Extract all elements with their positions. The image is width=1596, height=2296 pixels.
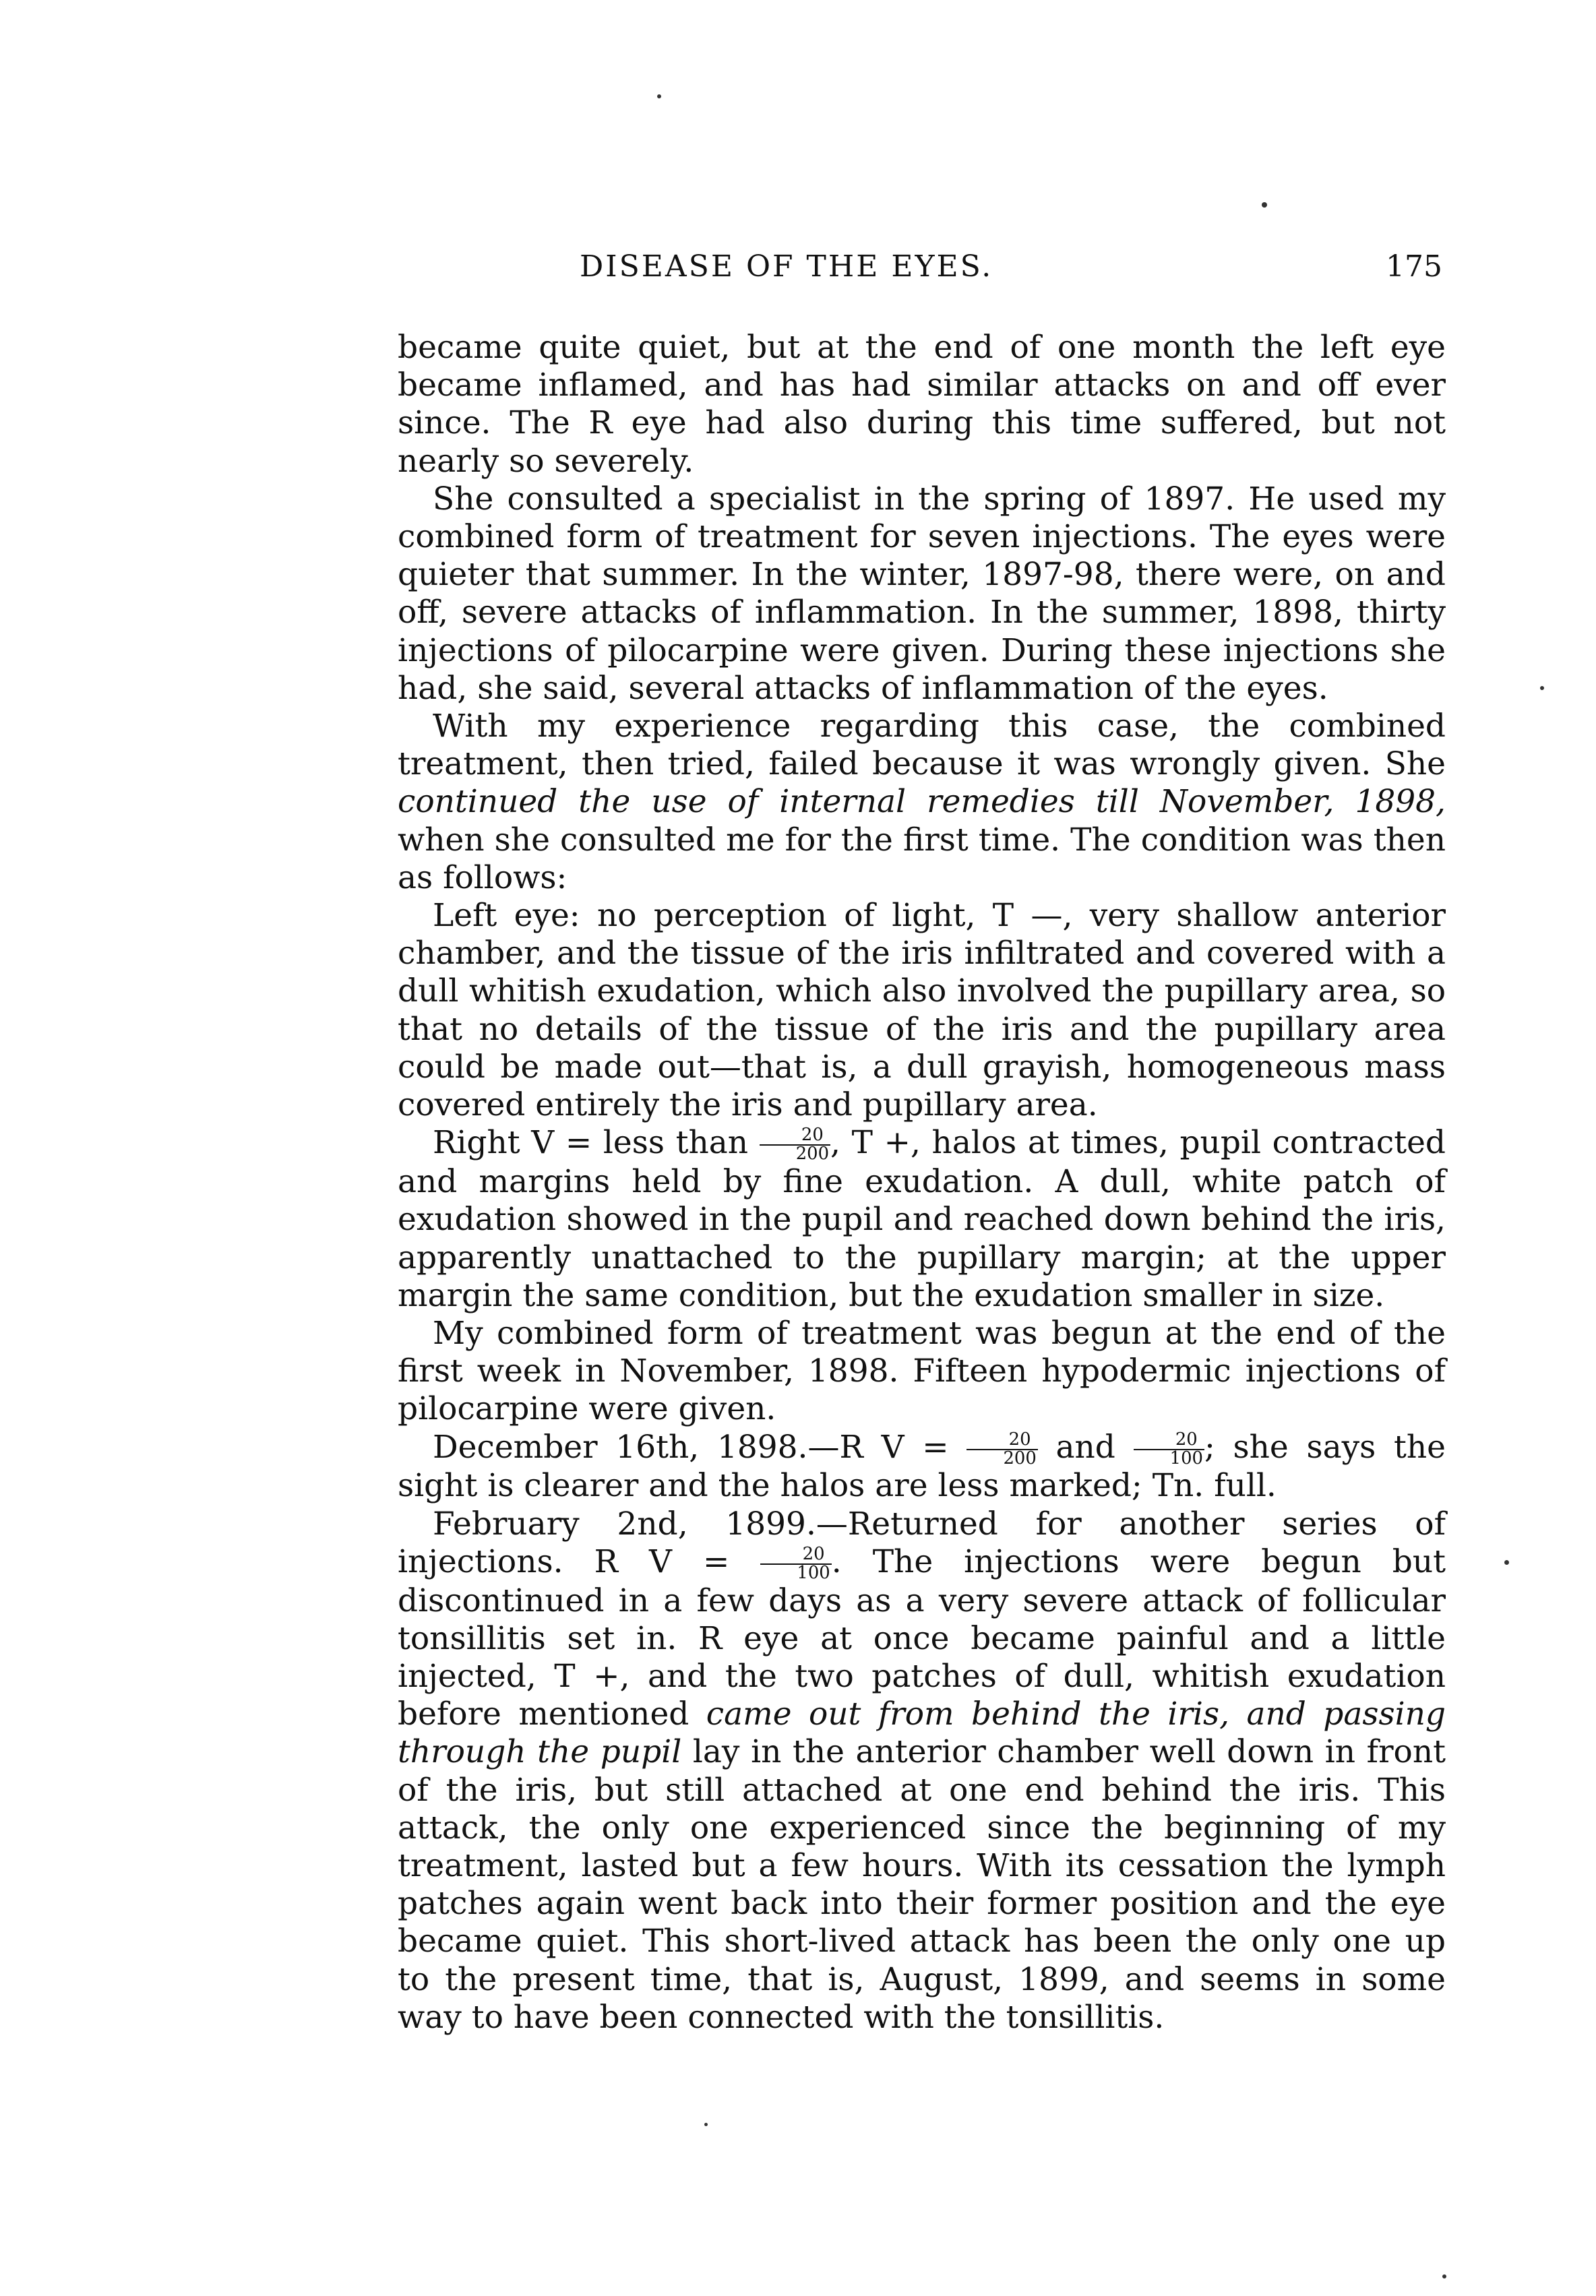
fraction: $\frac{20}{100}$ <box>760 1546 831 1582</box>
paragraph: December 16th, 1898.—R V = $\frac{20}{200}$ and $\frac{20}{100}$ ; she says the sight is clearer and the halos are less marked; Tn. full. <box>398 1428 1446 1505</box>
page-number: 175 <box>1386 249 1442 284</box>
body-text <box>398 329 1446 2037</box>
print-speck <box>1262 202 1267 208</box>
fraction: $\frac{20}{100}$ <box>1134 1431 1204 1468</box>
print-speck <box>657 94 661 98</box>
paragraph: became quite quiet, but at the end of one month the left eye became inflamed, and has had similar attacks on and off ever since. The R eye had also during this time suffered, but not nearly so severely. <box>398 329 1446 480</box>
paragraph: With my experience regarding this case, the combined treatment, then tried, failed because it was wrongly given. She continued the use of internal remedies till November, 1898, when she consulted me for the first time. The condition was then as follows: <box>398 708 1446 896</box>
print-speck <box>704 2123 708 2126</box>
print-speck <box>1504 1560 1509 1565</box>
italic-text: came out from behind the iris, and passing through the pupil <box>398 1696 1446 1771</box>
paragraph: Right V = less than $\frac{20}{200}$ , T +, halos at times, pupil contracted and margins held by fine exudation. A dull, white patch of exudation showed in the pupil and reached down behind the iris, apparently unattached to the pupillary margin; at the upper margin the same condition, but the exudation smaller in size. <box>398 1124 1446 1314</box>
fraction: $\frac{20}{200}$ <box>760 1127 830 1163</box>
running-title: DISEASE OF THE EYES. <box>580 249 993 284</box>
italic-text: continued the use of internal remedies till November, 1898, <box>398 783 1446 821</box>
paragraph: She consulted a specialist in the spring of 1897. He used my combined form of treatment for seven injections. The eyes were quieter that summer. In the winter, 1897-98, there were, on and off, severe attacks of inflammation. In the summer, 1898, thirty injections of pilocarpine were given. During these injections she had, she said, several attacks of inflammation of the eyes. <box>398 480 1446 707</box>
page-header <box>398 249 1449 297</box>
print-speck <box>1540 686 1544 690</box>
print-speck <box>1442 2274 1446 2278</box>
paragraph: My combined form of treatment was begun at the end of the first week in November, 1898. Fifteen hypodermic injections of pilocarpine were given. <box>398 1314 1446 1428</box>
paragraph: February 2nd, 1899.—Returned for another series of injections. R V = $\frac{20}{100}$ . The injections were begun but discontinued in a few days as a very severe attack of follicular tonsillitis set in. R eye at once became painful and a little injected, T +, and the two patches of dull, whitish exudation before mentioned came out from behind the iris, and passing through the pupil lay in the anterior chamber well down in front of the iris, but still attached at one end behind the iris. This attack, the only one experienced since the beginning of my treatment, lasted but a few hours. With its cessation the lymph patches again went back into their former position and the eye became quiet. This short-lived attack has been the only one up to the present time, that is, August, 1899, and seems in some way to have been connected with the tonsillitis. <box>398 1505 1446 2036</box>
paragraph: Left eye: no perception of light, T —, very shallow anterior chamber, and the tissue of the iris infiltrated and covered with a dull whitish exudation, which also involved the pupillary area, so that no details of the tissue of the iris and the pupillary area could be made out—that is, a dull grayish, homogeneous mass covered entirely the iris and pupillary area. <box>398 897 1446 1124</box>
fraction: $\frac{20}{200}$ <box>966 1431 1037 1468</box>
